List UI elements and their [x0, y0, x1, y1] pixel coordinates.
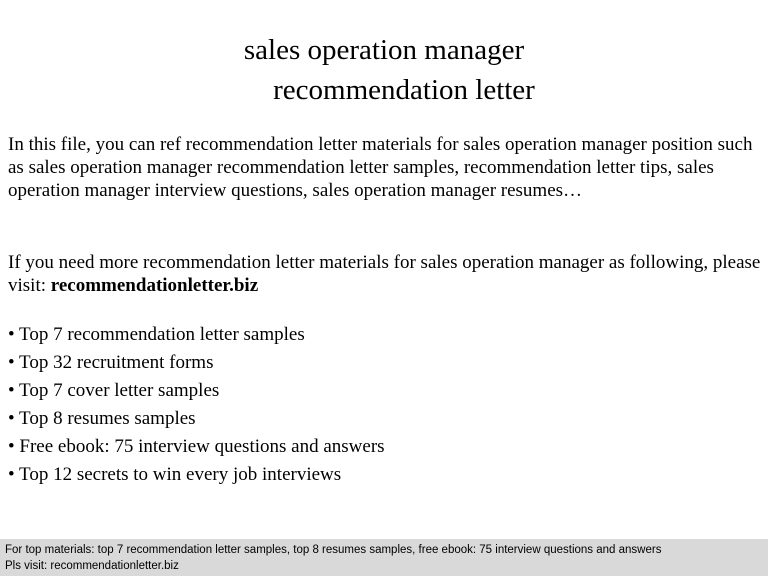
materials-list — [8, 321, 764, 489]
footer-bar — [0, 539, 768, 576]
visit-paragraph — [8, 251, 764, 297]
title-line-1: sales operation manager — [243, 34, 525, 66]
list-item: • Top 7 recommendation letter samples — [8, 324, 305, 345]
visit-text: If you need more recommendation letter materials for sales operation manager as following, please visit: — [8, 252, 761, 296]
list-item: • Free ebook: 75 interview questions and answers — [8, 436, 385, 457]
page-title — [0, 30, 768, 110]
list-item: • Top 12 secrets to win every job interviews — [8, 464, 342, 485]
title-line-2: recommendation letter — [273, 74, 535, 106]
intro-paragraph: In this file, you can ref recommendation letter materials for sales operation manager position such as sales operation manager recommendation letter samples, recommendation letter tips, sales operation manager interview questions, sales operation manager resumes… — [8, 134, 753, 201]
list-item: • Top 32 recruitment forms — [8, 352, 214, 373]
list-item: • Top 8 resumes samples — [8, 408, 196, 429]
footer-line-2: Pls visit: recommendationletter.biz — [5, 560, 179, 572]
website-link[interactable]: recommendationletter.biz — [50, 275, 259, 296]
footer-line-1: For top materials: top 7 recommendation letter samples, top 8 resumes samples, free ebook: 75 interview questions and answers — [5, 544, 662, 556]
list-item: • Top 7 cover letter samples — [8, 380, 220, 401]
